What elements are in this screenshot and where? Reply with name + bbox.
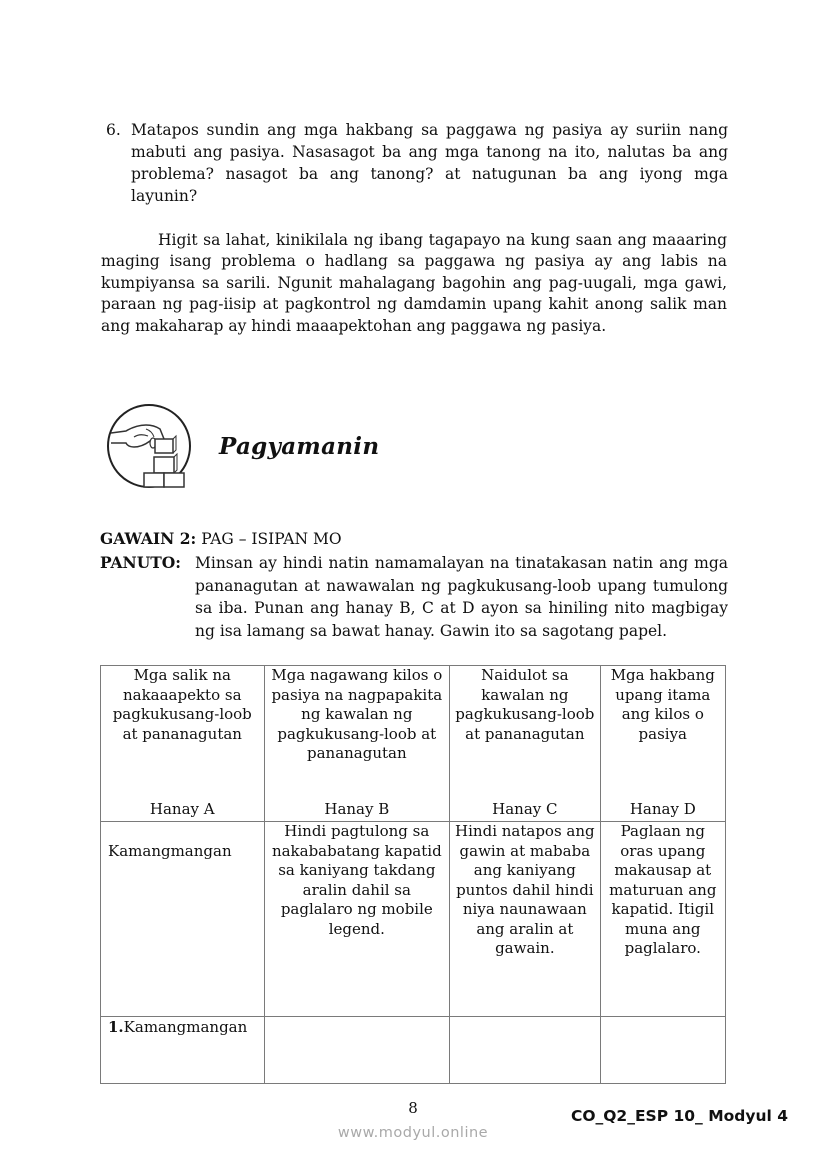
activity-table: [100, 665, 726, 1084]
instructions-label: PANUTO:: [100, 553, 181, 572]
header-cell-c: [450, 666, 600, 822]
answer-cell-d[interactable]: [600, 1017, 725, 1084]
column-label: Hanay D: [629, 799, 696, 818]
table-row-answer: [101, 1017, 726, 1084]
answer-number: 1.: [108, 1018, 124, 1036]
list-item-number: 6.: [106, 121, 121, 139]
instructions-text: Minsan ay hindi natin namamalayan na tinatakasan natin ang mga pananagutan at nawawalan ng pagkukusang-loob upang tumulong sa iba. Punan ang hanay B, C at D ayon sa hiniling nito magbigay ng isa lamang sa bawat hanay. Gawin ito sa sagotang papel.: [195, 554, 728, 640]
header-text: Naidulot sa kawalan ng pagkukusang-loob at pananagutan: [455, 666, 595, 743]
instructions: [100, 552, 728, 642]
body-paragraph: Higit sa lahat, kinikilala ng ibang tagapayo na kung saan ang maaaring maging isang problema o hadlang sa paggawa ng pasiya ay ang labis na kumpiyansa sa sarili. Ngunit mahalagang bagohin ang pag-uugali, mga gawi, paraan ng pag-iisip at pagkontrol ng damdamin upang kahit anong salik man ang makaharap ay hindi maaapektohan ang paggawa ng pasiya.: [101, 231, 727, 335]
header-text: Mga nagawang kilos o pasiya na nagpapakita ng kawalan ng pagkukusang-loob at pananagutan: [271, 666, 443, 762]
website-watermark: www.modyul.online: [337, 1125, 489, 1141]
answer-cell-b[interactable]: [264, 1017, 450, 1084]
activity-label: GAWAIN 2:: [100, 529, 197, 548]
module-code: CO_Q2_ESP 10_ Modyul 4: [570, 1107, 788, 1125]
header-cell-b: [264, 666, 450, 822]
list-item-text: Matapos sundin ang mga hakbang sa paggawa ng pasiya ay suriin nang mabuti ang pasiya. Nasasagot ba ang mga tanong na ito, nalutas ba ang problema? nasagot ba ang tanong? at natugunan ba ang iyong mga layunin?: [131, 121, 728, 205]
table-row-example: [101, 822, 726, 1017]
example-cell-c: Hindi natapos ang gawin at mababa ang kaniyang puntos dahil hindi niya naunawaan ang aralin at gawain.: [450, 822, 600, 1017]
activity-heading: [100, 529, 342, 548]
header-text: Mga hakbang upang itama ang kilos o pasiya: [610, 666, 715, 743]
list-item-6: [106, 119, 728, 207]
header-cell-d: [600, 666, 725, 822]
activity-title: PAG – ISIPAN MO: [201, 530, 342, 548]
answer-cell-a: [101, 1017, 265, 1084]
table-header-row: [101, 666, 726, 822]
hand-stacking-blocks-icon: [106, 403, 192, 489]
section-title: Pagyamanin: [219, 433, 380, 460]
column-label: Hanay C: [492, 799, 558, 818]
column-label: Hanay A: [149, 799, 215, 818]
answer-cell-c[interactable]: [450, 1017, 600, 1084]
page-number: 8: [408, 1099, 418, 1117]
example-cell-b: Hindi pagtulong sa nakababatang kapatid sa kaniyang takdang aralin dahil sa paglalaro ng mobile legend.: [264, 822, 450, 1017]
example-cell-a: Kamangmangan: [101, 822, 265, 1017]
header-text: Mga salik na nakaaapekto sa pagkukusang-loob at pananagutan: [112, 666, 252, 743]
header-cell-a: [101, 666, 265, 822]
column-label: Hanay B: [324, 799, 390, 818]
example-cell-d: Paglaan ng oras upang makausap at maturuan ang kapatid. Itigil muna ang paglalaro.: [600, 822, 725, 1017]
answer-factor: Kamangmangan: [123, 1018, 248, 1036]
